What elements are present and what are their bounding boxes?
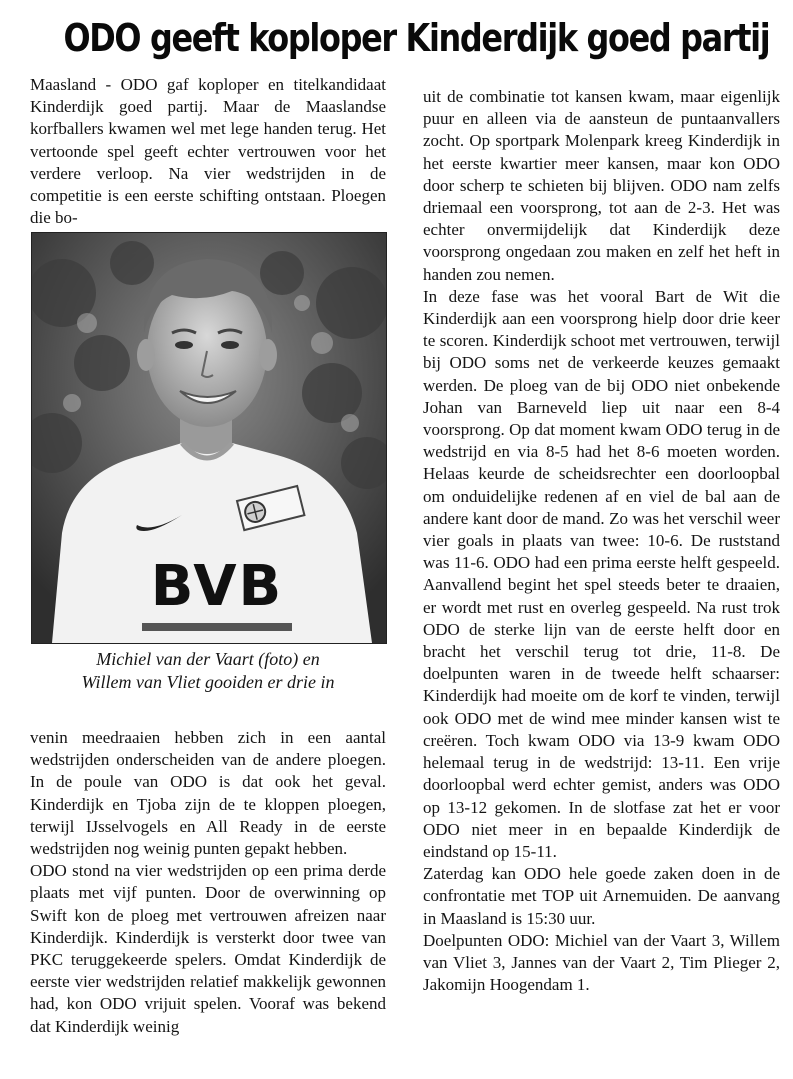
paragraph: In deze fase was het vooral Bart de Wit die Kinderdijk aan een voorsprong hielp door drie keer te scoren. Kinderdijk schoot met vertrouwen, terwijl bij ODO soms net de verkeerde keuzes gemaakt werden. De ploeg van de bij ODO niet onbekende Johan van Barneveld liep uit naar een 8-4 voorsprong. Op dat moment kwam ODO terug in de wedstrijd en via 8-5 had het 8-6 moeten worden. Helaas keurde de scheidsrechter een doorloopbal om onduidelijke redenen af en viel de bal aan de andere kant door de mand. Zo was het verschil weer vier goals in plaats van twee: 10-6. De ruststand was 11-6. ODO had een prima eerste helft gespeeld. Aanvallend begint het spel steeds beter te draaien, er wordt met rust en overleg gespeeld. Na rust trok ODO de sterke lijn van de eerste helft door en bracht het verschil terug tot drie, 11-8. De doelpunten waren in de tweede helft schaarser: Kinderdijk had moeite om de korf te vinden, terwijl ook ODO met de wind mee minder kansen wist te creëren. Toch kwam ODO via 13-9 kwam ODO helemaal terug in de wedstrijd: 13-11. Een vrije doorloopbal werd echter gemist, anders was ODO op 13-12 gekomen. In de slotfase zat het er voor ODO niet meer in en bepaalde Kinderdijk de eindstand op 15-11. [423, 286, 780, 861]
paragraph: uit de combinatie tot kansen kwam, maar eigenlijk puur en alleen via de aansteun de puntaanvallers zocht. Op sportpark Molenpark kreeg Kinderdijk in het eerste kwartier meer kansen, maar kon ODO door scherp te schieten bij blijven. ODO nam zelfs driemaal een voorsprong, tot aan de 2-3. Het was echter onvermijdelijk dat Kinderdijk deze voorsprong ongedaan zou maken en zelf het heft in handen zou nemen. [423, 87, 780, 284]
headline: ODO geeft koploper Kinderdijk goed partij [63, 16, 770, 60]
player-photo [31, 232, 387, 644]
article-column-left-top [30, 74, 386, 229]
paragraph: Maasland - ODO gaf koploper en titelkandidaat Kinderdijk goed partij. Maar de Maaslandse korfballers kwamen wel met lege handen terug. Het vertoonde spel geeft echter vertrouwen voor het verdere verloop. Na vier wedstrijden in de competitie is een eerste schifting ontstaan. Ploegen die bo- [30, 75, 386, 228]
article-column-right [423, 86, 780, 996]
paragraph: Doelpunten ODO: Michiel van der Vaart 3, Willem van Vliet 3, Jannes van der Vaart 2, Tim Plieger 2, Jakomijn Hoogendam 1. [423, 930, 780, 995]
paragraph: Zaterdag kan ODO hele goede zaken doen in de confrontatie met TOP uit Arnemuiden. De aanvang in Maasland is 15:30 uur. [423, 864, 780, 928]
caption-line: Willem van Vliet gooiden er drie in [81, 672, 335, 692]
article-column-left-bottom [30, 727, 386, 1038]
shirt-text: BVB [150, 554, 284, 619]
caption-line: Michiel van der Vaart (foto) en [96, 649, 320, 669]
paragraph: ODO stond na vier wedstrijden op een prima derde plaats met vijf punten. Door de overwinning op Swift kon de ploeg met vertrouwen afreizen naar Kinderdijk. Kinderdijk is versterkt door twee van PKC teruggekeerde spelers. Omdat Kinderdijk de eerste vier wedstrijden relatief makkelijk gewonnen had, kon ODO vrijuit spelen. Vooraf was bekend dat Kinderdijk weinig [30, 861, 386, 1036]
photo-caption [30, 648, 386, 694]
paragraph: venin meedraaien hebben zich in een aantal wedstrijden onderscheiden van de andere ploegen. In de poule van ODO is dat ook het geval. Kinderdijk en Tjoba zijn de te kloppen ploegen, terwijl IJsselvogels en All Ready in de eerste wedstrijden nog weinig punten gepakt hebben. [30, 728, 386, 859]
